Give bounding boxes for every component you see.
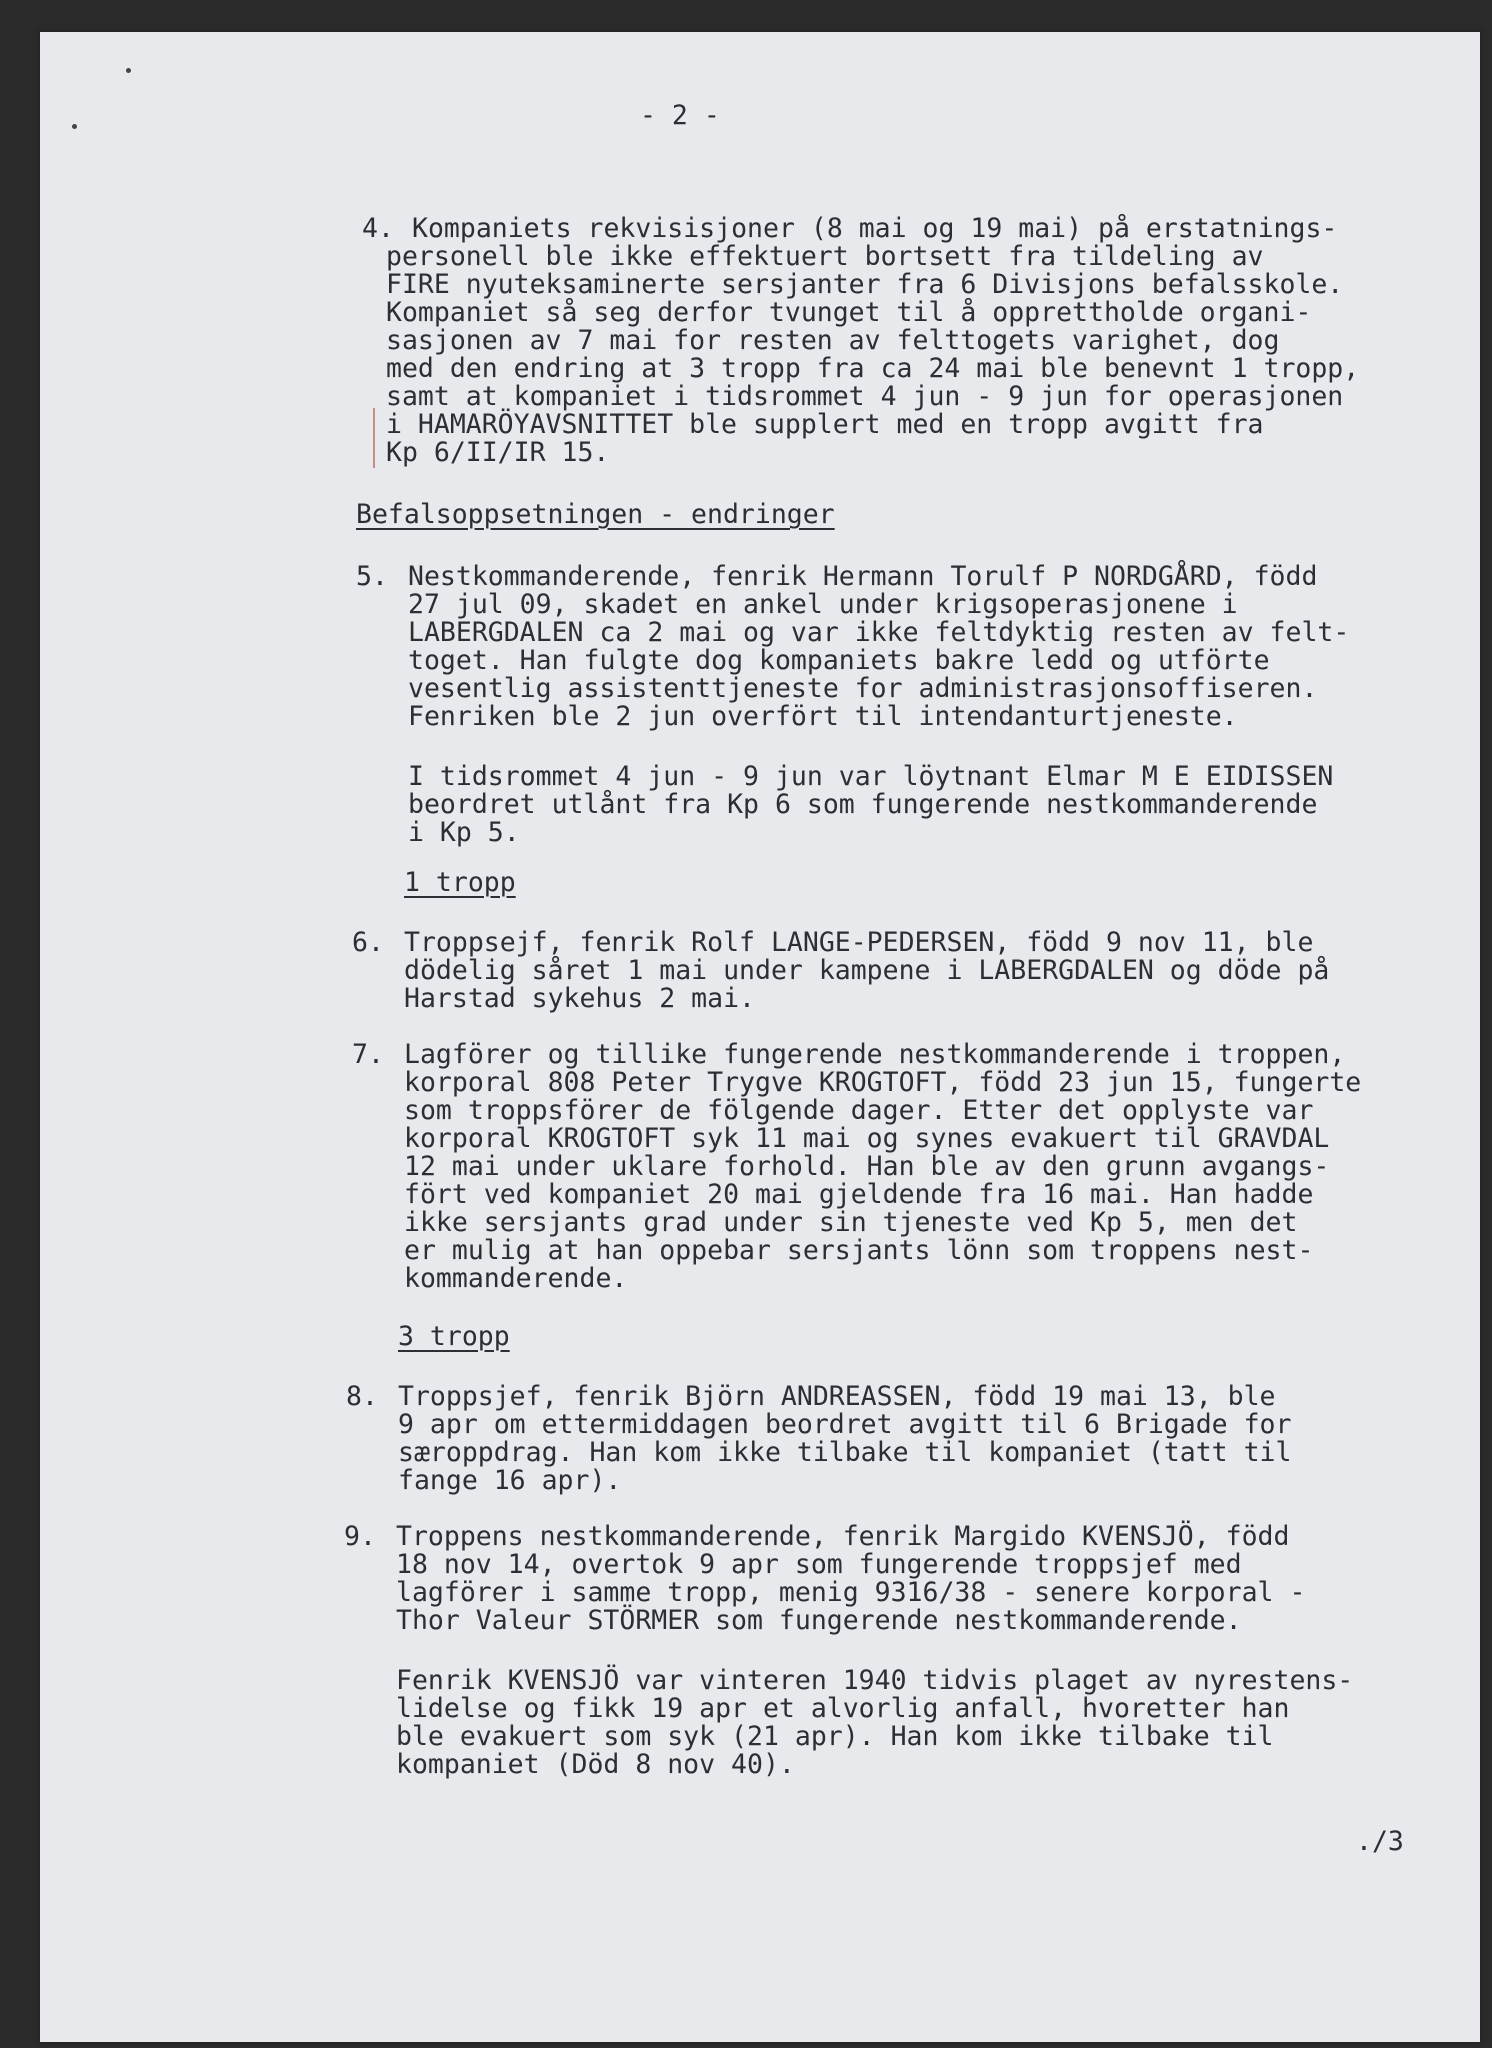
text-line: personell ble ikke effektuert bortsett fra tildeling av (386, 241, 1264, 272)
text-line: FIRE nyuteksaminerte sersjanter fra 6 Divisjons befalsskole. (386, 269, 1344, 300)
section-heading: 3 tropp (398, 1321, 510, 1352)
text-line: i HAMARÖYAVSNITTET ble supplert med en tropp avgitt fra (386, 409, 1264, 440)
paragraph-number: 4. (362, 213, 394, 244)
text-line: kommanderende. (404, 1263, 628, 1294)
text-line: LABERGDALEN ca 2 mai og var ikke feltdyktig resten av felt- (408, 617, 1350, 648)
text-line: Harstad sykehus 2 mai. (404, 983, 755, 1014)
margin-mark (373, 408, 375, 468)
paragraph-number: 7. (352, 1039, 384, 1070)
text-line: toget. Han fulgte dog kompaniets bakre ledd og utförte (408, 645, 1270, 676)
margin-mark (126, 68, 131, 73)
text-line: Fenriken ble 2 jun overfört til intendanturtjeneste. (408, 701, 1238, 732)
text-line: Lagförer og tillike fungerende nestkommanderende i troppen, (404, 1039, 1346, 1070)
text-line: samt at kompaniet i tidsrommet 4 jun - 9 jun for operasjonen (386, 381, 1344, 412)
text-line: korporal 808 Peter Trygve KROGTOFT, född 23 jun 15, fungerte (404, 1067, 1362, 1098)
text-line: Kp 6/II/IR 15. (386, 437, 610, 468)
paragraph-number: 5. (356, 561, 388, 592)
text-line: Nestkommanderende, fenrik Hermann Torulf P NORDGÅRD, född (408, 561, 1318, 592)
text-line: Fenrik KVENSJÖ var vinteren 1940 tidvis plaget av nyrestens- (396, 1665, 1354, 1696)
section-heading: 1 tropp (404, 867, 516, 898)
text-line: sasjonen av 7 mai for resten av felttogets varighet, dog (386, 325, 1280, 356)
text-line: korporal KROGTOFT syk 11 mai og synes evakuert til GRAVDAL (404, 1123, 1330, 1154)
text-line: i Kp 5. (408, 817, 520, 848)
text-line: med den endring at 3 tropp fra ca 24 mai ble benevnt 1 tropp, (386, 353, 1360, 384)
text-line: Troppsejf, fenrik Rolf LANGE-PEDERSEN, född 9 nov 11, ble (404, 927, 1314, 958)
page-number: - 2 - (640, 100, 720, 131)
text-line: Troppens nestkommanderende, fenrik Margido KVENSJÖ, född (396, 1521, 1290, 1552)
text-line: som troppsförer de fölgende dager. Etter det opplyste var (404, 1095, 1314, 1126)
text-line: ble evakuert som syk (21 apr). Han kom ikke tilbake til (396, 1721, 1274, 1752)
text-line: I tidsrommet 4 jun - 9 jun var löytnant Elmar M E EIDISSEN (408, 761, 1334, 792)
text-line: ikke sersjants grad under sin tjeneste ved Kp 5, men det (404, 1207, 1298, 1238)
text-line: 12 mai under uklare forhold. Han ble av den grunn avgangs- (404, 1151, 1330, 1182)
text-line: vesentlig assistenttjeneste for administrasjonsoffiseren. (408, 673, 1318, 704)
continuation-mark: ./3 (1356, 1826, 1404, 1857)
text-line: beordret utlånt fra Kp 6 som fungerende nestkommanderende (408, 789, 1318, 820)
text-line: Kompaniets rekvisisjoner (8 mai og 19 mai) på erstatnings- (412, 213, 1338, 244)
text-line: lidelse og fikk 19 apr et alvorlig anfall, hvoretter han (396, 1693, 1290, 1724)
margin-mark (72, 124, 77, 129)
text-line: 9 apr om ettermiddagen beordret avgitt til 6 Brigade for (398, 1409, 1292, 1440)
paragraph-number: 9. (344, 1521, 376, 1552)
text-line: fange 16 apr). (398, 1465, 622, 1496)
text-line: fört ved kompaniet 20 mai gjeldende fra 16 mai. Han hadde (404, 1179, 1314, 1210)
text-line: dödelig såret 1 mai under kampene i LABERGDALEN og döde på (404, 955, 1330, 986)
text-line: 27 jul 09, skadet en ankel under krigsoperasjonene i (408, 589, 1238, 620)
section-heading: Befalsoppsetningen - endringer (356, 499, 835, 530)
text-line: Thor Valeur STÖRMER som fungerende nestkommanderende. (396, 1605, 1242, 1636)
text-line: Troppsjef, fenrik Björn ANDREASSEN, född 19 mai 13, ble (398, 1381, 1276, 1412)
text-line: er mulig at han oppebar sersjants lönn som troppens nest- (404, 1235, 1314, 1266)
text-line: Kompaniet så seg derfor tvunget til å opprettholde organi- (386, 297, 1312, 328)
text-line: særoppdrag. Han kom ikke tilbake til kompaniet (tatt til (398, 1437, 1292, 1468)
paragraph-number: 8. (346, 1381, 378, 1412)
paragraph-number: 6. (352, 927, 384, 958)
text-line: lagförer i samme tropp, menig 9316/38 - senere korporal - (396, 1577, 1306, 1608)
text-line: kompaniet (Död 8 nov 40). (396, 1749, 795, 1780)
text-line: 18 nov 14, overtok 9 apr som fungerende troppsjef med (396, 1549, 1242, 1580)
